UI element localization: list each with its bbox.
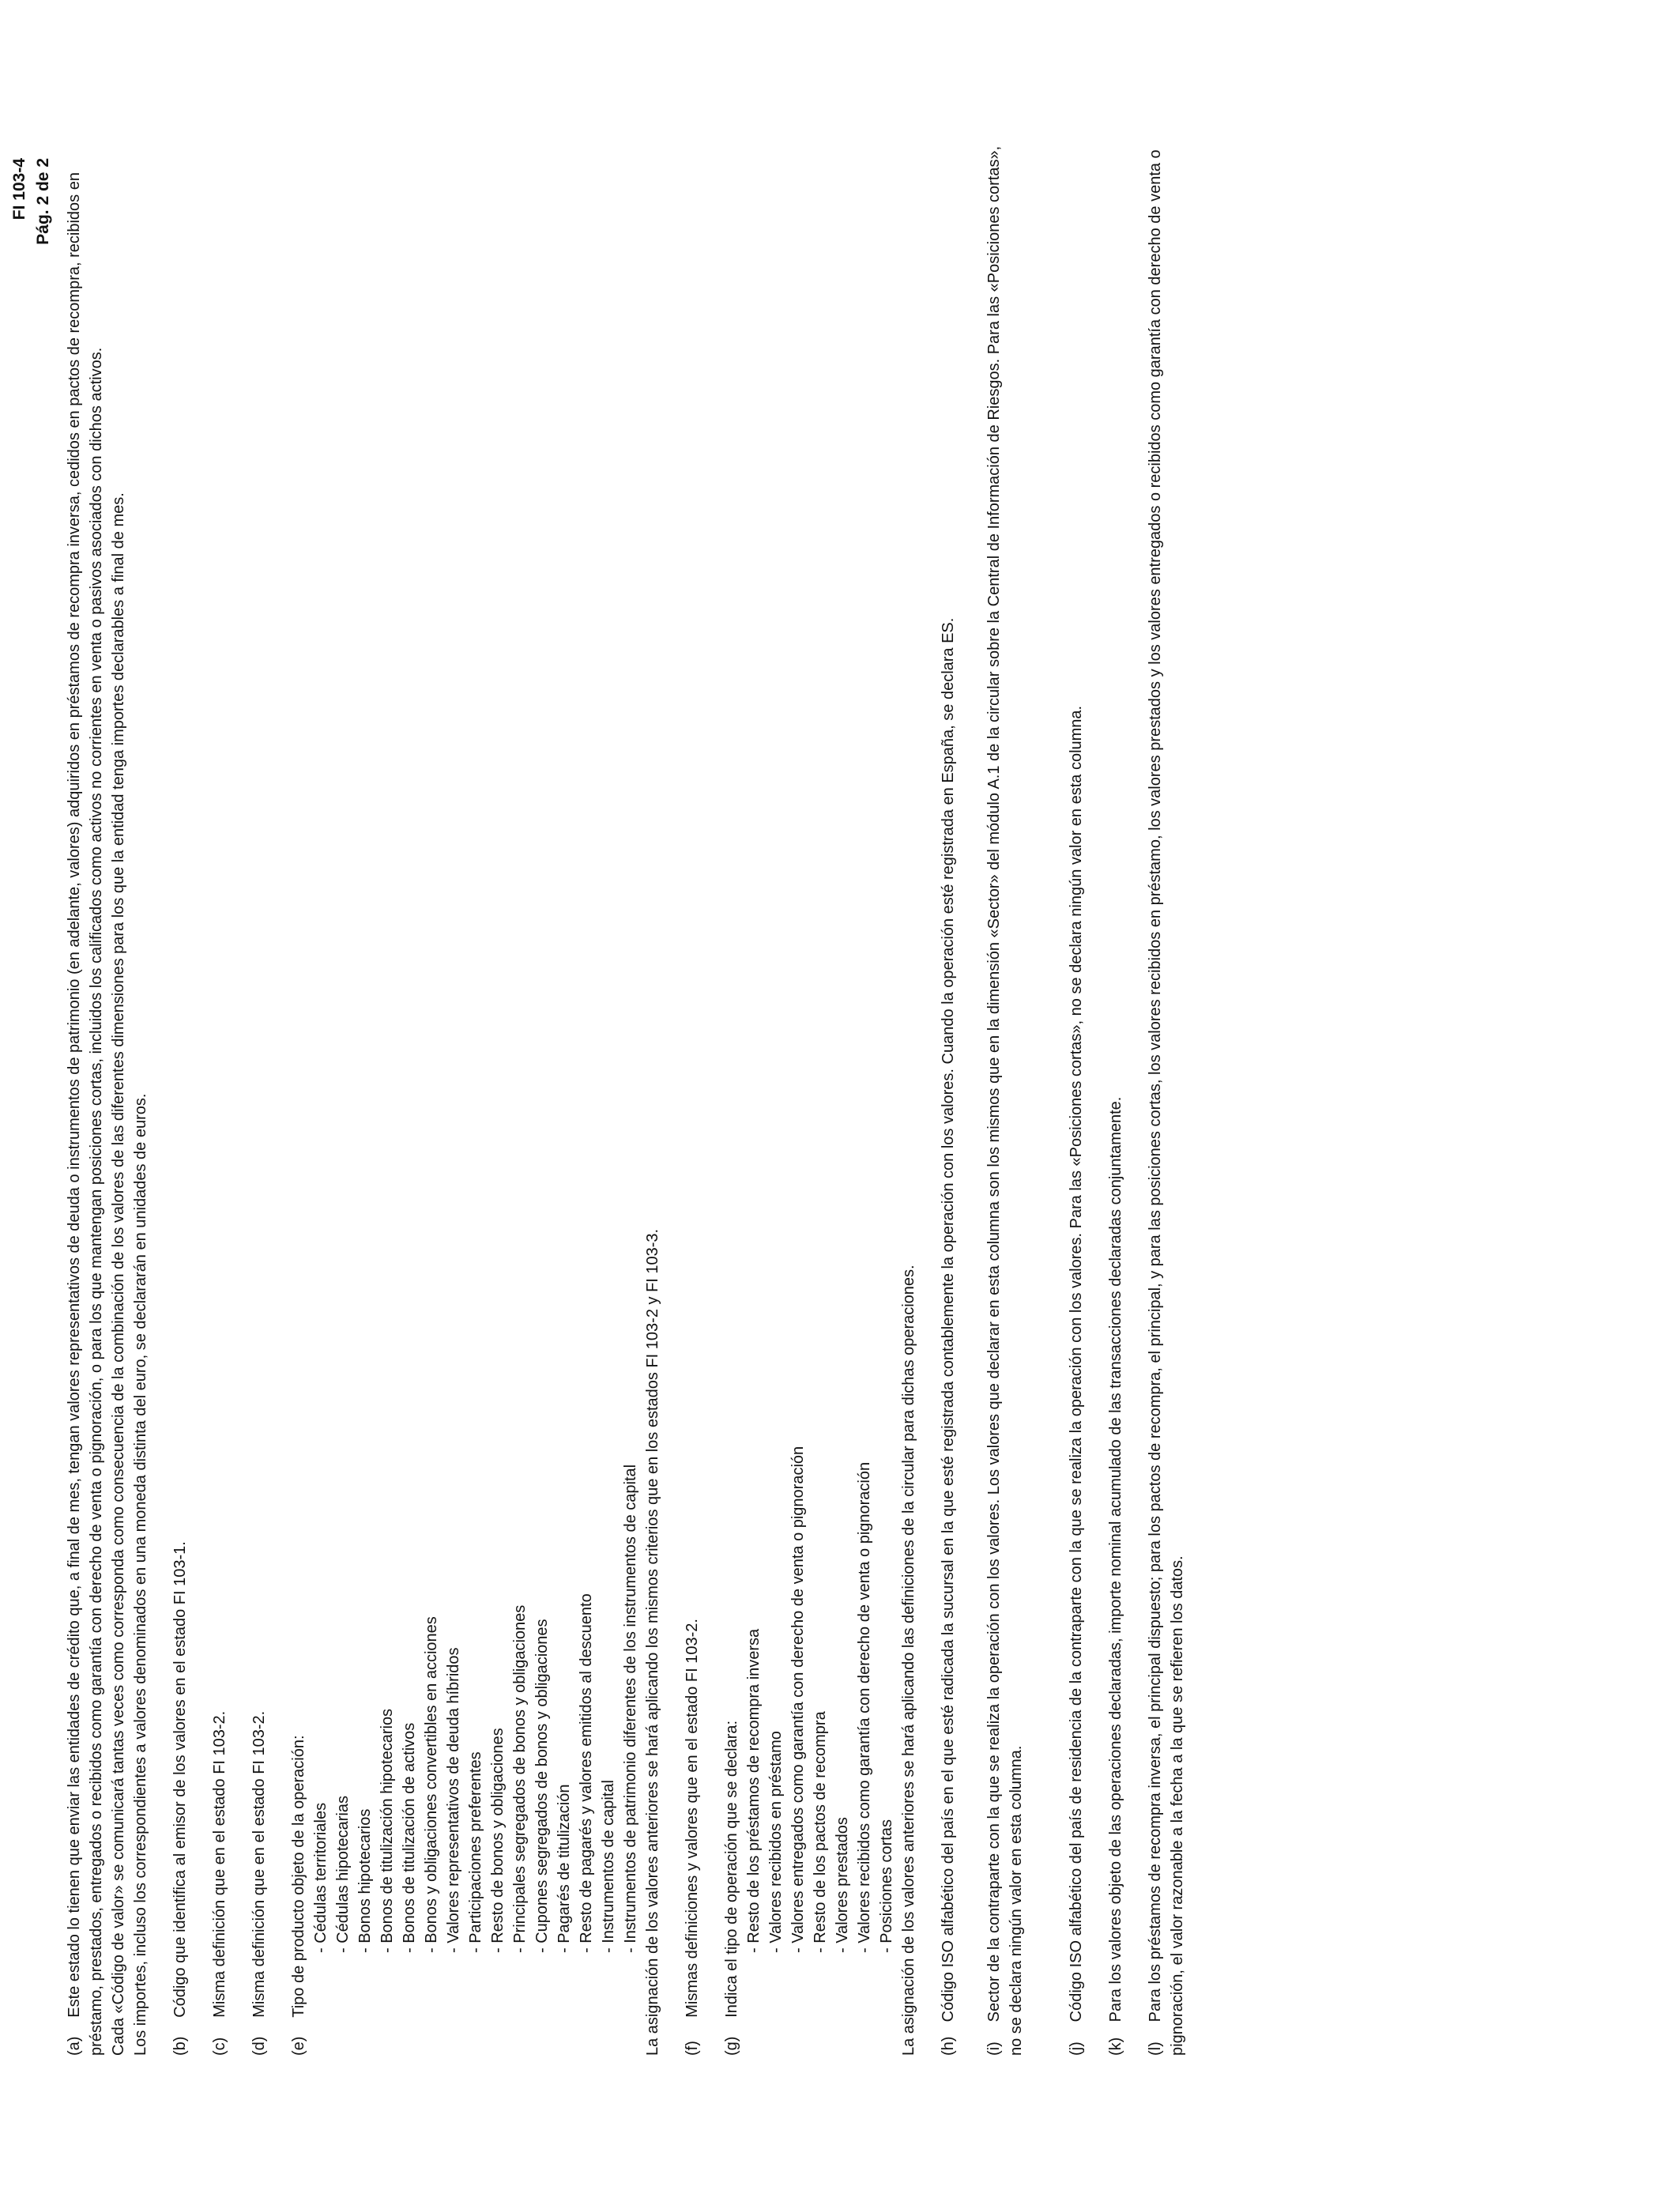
list-item: - Bonos de titulización de activos	[401, 1722, 418, 1953]
list-item: - Resto de bonos y obligaciones	[489, 1728, 507, 1953]
note-b	[169, 143, 191, 2056]
note-label: (j)	[1068, 2041, 1085, 2056]
list-item: - Participaciones preferentes	[467, 1751, 484, 1953]
note-label: (c)	[211, 2037, 228, 2056]
note-e-assignment: La asignación de los valores anteriores se hará aplicando los mismos criterios que en los estados FI 103-2 y FI 103-3.	[644, 1228, 661, 2056]
note-label: (l)	[1147, 2041, 1164, 2056]
note-text: Código que identifica al emisor de los valores en el estado FI 103-1.	[171, 1541, 189, 2018]
note-g	[721, 143, 743, 2056]
note-text: Para los préstamos de recompra inversa, el principal dispuesto; para los pactos de recompra, el principal, y para las posiciones cortas, los valores recibidos en préstamo, los valores prestados y los valores entregados o recibidos como garantía con derecho de venta o pignoración, el valor razonable a la fecha a la que se refieren los datos.	[1147, 149, 1186, 2056]
note-label: (g)	[723, 2036, 740, 2056]
note-text: Indica el tipo de operación que se declara:	[723, 1720, 740, 2018]
note-label: (i)	[985, 2041, 1003, 2056]
page-number: Pág. 2 de 2	[34, 158, 52, 245]
note-text: Misma definición que en el estado FI 103-2.	[250, 1710, 268, 2018]
note-g-assignment: La asignación de los valores anteriores se hará aplicando las definiciones de la circular para dichas operaciones.	[900, 1265, 917, 2056]
list-item: - Resto de los préstamos de recompra inversa	[745, 1628, 763, 1953]
note-a-paragraph-3: Los importes, incluso los correspondientes a valores denominados en una moneda distinta del euro, se declararán en unidades de euros.	[132, 1093, 149, 2056]
note-text: Mismas definiciones y valores que en el estado FI 103-2.	[684, 1619, 701, 2018]
list-item: - Valores representativos de deuda híbridos	[445, 1647, 462, 1953]
note-text: Código ISO alfabético del país en el que esté radicada la sucursal en la que esté registrada contablemente la operación con los valores. Cuando la operación esté registrada en España, se declara ES.	[940, 617, 957, 2022]
notes-body	[63, 143, 1188, 2056]
list-item: - Principales segregados de bonos y obligaciones	[511, 1604, 529, 1953]
list-item: - Cupones segregados de bonos y obligaciones	[533, 1619, 551, 1953]
list-item: - Bonos y obligaciones convertibles en acciones	[423, 1616, 440, 1953]
list-item: - Valores recibidos como garantía con derecho de venta o pignoración	[856, 1461, 873, 1953]
product-type-list	[310, 143, 642, 2056]
note-e	[288, 143, 310, 2056]
note-d	[248, 143, 270, 2056]
list-item: - Valores recibidos en préstamo	[767, 1731, 785, 1953]
note-text: Sector de la contraparte con la que se realiza la operación con los valores. Los valores que declarar en esta columna son los mismos que en la dimensión «Sector» del módulo A.1 de la circular sobre la Central de Información de Riesgos. Para las «Posiciones cortas», no se declara ningún valor en esta columna.	[985, 145, 1025, 2056]
list-item: - Bonos de titulización hipotecarios	[379, 1708, 396, 1953]
list-item: - Bonos hipotecarios	[356, 1808, 374, 1953]
form-code: FI 103-4	[10, 158, 28, 221]
note-a-paragraph-2: Cada «Código de valor» se comunicará tantas veces como corresponda como consecuencia de la combinación de los valores de las diferentes dimensiones para los que la entidad tenga importes declarables a final de mes.	[110, 492, 127, 2056]
list-item: - Instrumentos de capital	[600, 1780, 617, 1953]
list-item: - Cédulas territoriales	[312, 1802, 330, 1953]
list-item: - Valores entregados como garantía con derecho de venta o pignoración	[789, 1446, 807, 1953]
note-label: (k)	[1107, 2037, 1124, 2056]
list-item: - Resto de los pactos de recompra	[812, 1711, 829, 1953]
note-label: (a)	[66, 2036, 83, 2056]
list-item: - Cédulas hipotecarias	[334, 1796, 352, 1953]
note-f	[681, 143, 703, 2056]
note-c	[209, 143, 231, 2056]
note-text: Este estado lo tienen que enviar las entidades de crédito que, a final de mes, tengan valores representativos de deuda o instrumentos de patrimonio (en adelante, valores) adquiridos en préstamos de recompra inversa, cedidos en pactos de recompra, recibidos en préstamo, prestados, entregados o recibidos como garantía con derecho de venta o pignoración, o para los que mantengan posiciones cortas, incluidos los calificados como activos no corrientes en venta o pasivos asociados con dichos activos.	[66, 172, 105, 2056]
list-item: - Posiciones cortas	[878, 1819, 895, 1953]
note-label: (f)	[684, 2041, 701, 2056]
note-j	[1065, 143, 1087, 2056]
list-item: - Valores prestados	[834, 1817, 851, 1953]
note-text: Tipo de producto objeto de la operación:	[290, 1735, 307, 2018]
note-k	[1105, 143, 1127, 2056]
note-text: Código ISO alfabético del país de residencia de la contraparte con la que se realiza la operación con los valores. Para las «Posiciones cortas», no se declara ningún valor en esta columna.	[1068, 705, 1085, 2022]
note-label: (b)	[171, 2036, 189, 2056]
note-a	[63, 143, 107, 2056]
list-item: - Resto de pagarés y valores emitidos al descuento	[578, 1593, 595, 1953]
list-item: - Pagarés de titulización	[556, 1784, 573, 1953]
note-h	[937, 143, 959, 2056]
page-header	[8, 158, 55, 245]
list-item: - Instrumentos de patrimonio diferentes de los instrumentos de capital	[622, 1464, 639, 1953]
operation-type-list	[743, 143, 898, 2056]
note-i	[983, 143, 1027, 2056]
note-label: (e)	[290, 2036, 307, 2056]
note-l	[1144, 143, 1188, 2056]
note-label: (h)	[940, 2036, 957, 2056]
note-label: (d)	[250, 2036, 268, 2056]
note-text: Para los valores objeto de las operaciones declaradas, importe nominal acumulado de las transacciones declaradas conjuntamente.	[1107, 1096, 1124, 2022]
note-text: Misma definición que en el estado FI 103-2.	[211, 1710, 228, 2018]
